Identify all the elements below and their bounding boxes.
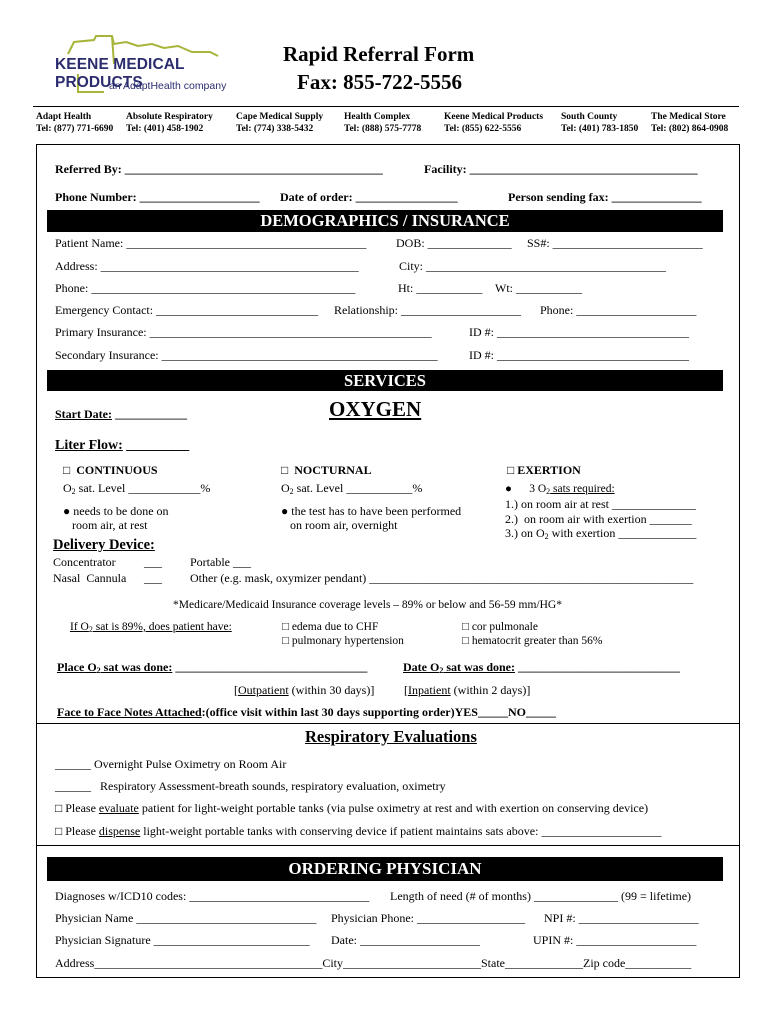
referred-by-field[interactable]: Referred By: ___________________________________________	[55, 162, 383, 176]
pulmonary-hypertension-checkbox[interactable]: □ pulmonary hypertension	[282, 635, 404, 647]
signature-date-field[interactable]: Date: ____________________	[331, 933, 480, 947]
npi-field[interactable]: NPI #: ____________________	[544, 911, 699, 925]
evaluate-tanks-checkbox[interactable]: □ Please evaluate patient for light-weight portable tanks (via pulse oximetry at rest and with exertion on conserving device)	[55, 801, 649, 815]
exertion-sats-required: ● 3 $O_2$ sats required:	[505, 483, 615, 496]
respiratory-evaluations-heading: Respiratory Evaluations	[305, 727, 477, 746]
secondary-insurance-field[interactable]: Secondary Insurance: ______________________________________________	[55, 348, 438, 362]
location-health-complex: Health Complex Tel: (888) 575-7778	[344, 112, 422, 134]
overnight-oximetry-option[interactable]: ______ Overnight Pulse Oximetry on Room Air	[55, 757, 287, 771]
nocturnal-checkbox[interactable]: □ NOCTURNAL	[281, 463, 372, 477]
form-top-border	[36, 144, 740, 145]
location-cape-medical: Cape Medical Supply Tel: (774) 338-5432	[236, 112, 324, 134]
nocturnal-sat-level-field[interactable]: $O_2$ sat. Level ___________%	[281, 481, 423, 496]
continuous-note-2: room air, at rest	[63, 518, 148, 532]
nasal-cannula-blank[interactable]: ___	[144, 571, 162, 585]
respiratory-assessment-option[interactable]: ______ Respiratory Assessment-breath sounds, respiratory evaluation, oximetry	[55, 779, 446, 793]
respiratory-top-border	[36, 723, 740, 724]
fax-number: Fax: 855-722-5556	[297, 70, 463, 94]
physician-address-field[interactable]: Address______________________________________City_______________________State_____________Zip code___________	[55, 956, 692, 970]
physician-phone-field[interactable]: Physician Phone: __________________	[331, 911, 525, 925]
edema-checkbox[interactable]: □ edema due to CHF	[282, 621, 379, 633]
relationship-field[interactable]: Relationship: ____________________	[334, 303, 521, 317]
continuous-checkbox[interactable]: □ CONTINUOUS	[63, 463, 158, 477]
portable-field[interactable]: Portable ___	[190, 555, 251, 569]
continuous-sat-level-field[interactable]: $O_2$ sat. Level ____________%	[63, 481, 211, 496]
nocturnal-note-2: on room air, overnight	[281, 518, 398, 532]
cor-pulmonale-checkbox[interactable]: □ cor pulmonale	[462, 621, 538, 633]
form-left-border	[36, 144, 37, 977]
inpatient-option[interactable]: [Inpatient (within 2 days)]	[404, 683, 531, 697]
location-south-county: South County Tel: (401) 783-1850	[561, 112, 639, 134]
primary-insurance-field[interactable]: Primary Insurance: _______________________________________________	[55, 325, 432, 339]
address-field[interactable]: Address: ___________________________________________	[55, 259, 359, 273]
dob-field[interactable]: DOB: ______________	[396, 236, 512, 250]
exertion-on-o2-field[interactable]: 3.) on $O_2$ with exertion _____________	[505, 526, 697, 541]
oxygen-heading: OXYGEN	[329, 397, 422, 421]
patient-phone-field[interactable]: Phone: ____________________________________________	[55, 281, 356, 295]
secondary-id-field[interactable]: ID #: ________________________________	[469, 348, 689, 362]
demographics-heading: DEMOGRAPHICS / INSURANCE	[47, 210, 723, 232]
patient-name-field[interactable]: Patient Name: ________________________________________	[55, 236, 367, 250]
liter-flow-field[interactable]: Liter Flow: _________	[55, 438, 190, 453]
primary-id-field[interactable]: ID #: ________________________________	[469, 325, 689, 339]
other-device-field[interactable]: Other (e.g. mask, oxymizer pendant) ______________________________________________________	[190, 571, 694, 585]
emergency-contact-field[interactable]: Emergency Contact: ___________________________	[55, 303, 319, 317]
company-logo	[52, 34, 267, 96]
city-field[interactable]: City: ________________________________________	[399, 259, 667, 273]
length-of-need-field[interactable]: Length of need (# of months) ______________ (99 = lifetime)	[390, 889, 692, 903]
hematocrit-checkbox[interactable]: □ hematocrit greater than 56%	[462, 635, 603, 647]
upin-field[interactable]: UPIN #: ____________________	[533, 933, 697, 947]
concentrator-blank[interactable]: ___	[144, 555, 162, 569]
diagnoses-field[interactable]: Diagnoses w/ICD10 codes: ______________________________	[55, 889, 370, 903]
exertion-checkbox[interactable]: □ EXERTION	[507, 463, 581, 477]
face-to-face-notes-field[interactable]: Face to Face Notes Attached:(office visit within last 30 days supporting order)YES_____NO_____	[57, 705, 556, 719]
logo-main-text: KEENE MEDICAL PRODUCTS	[55, 56, 185, 91]
phone-number-field[interactable]: Phone Number: ____________________	[55, 190, 260, 204]
form-right-border	[739, 144, 740, 977]
emergency-phone-field[interactable]: Phone: ____________________	[540, 303, 697, 317]
date-of-order-field[interactable]: Date of order: _________________	[280, 190, 458, 204]
medicare-coverage-note: *Medicare/Medicaid Insurance coverage levels – 89% or below and 56-59 mm/HG*	[173, 599, 562, 611]
dispense-tanks-checkbox[interactable]: □ Please dispense light-weight portable tanks with conserving device if patient maintains sats above: ____________________	[55, 824, 662, 838]
start-date-field[interactable]: Start Date: ____________	[55, 407, 187, 421]
physician-signature-field[interactable]: Physician Signature __________________________	[55, 933, 310, 947]
facility-field[interactable]: Facility: ______________________________________	[424, 162, 698, 176]
services-heading: SERVICES	[47, 370, 723, 391]
person-sending-fax-field[interactable]: Person sending fax: _______________	[508, 190, 702, 204]
physician-name-field[interactable]: Physician Name ______________________________	[55, 911, 317, 925]
outpatient-option[interactable]: [Outpatient (within 30 days)]	[234, 683, 375, 697]
header-divider	[33, 106, 739, 107]
form-bottom-border	[36, 977, 740, 978]
exertion-rest-field[interactable]: 1.) on room air at rest ______________	[505, 497, 696, 511]
if-sat-89-label: If $O_2$ sat is 89%, does patient have:	[70, 621, 232, 634]
delivery-device-heading: Delivery Device:	[53, 537, 155, 553]
exertion-room-air-field[interactable]: 2.) on room air with exertion _______	[505, 512, 692, 526]
nasal-cannula-label: Nasal Cannula	[53, 571, 127, 585]
concentrator-label: Concentrator	[53, 555, 116, 569]
nocturnal-note-1: ● the test has to have been performed	[281, 504, 462, 518]
location-keene-medical: Keene Medical Products Tel: (855) 622-5556	[444, 112, 544, 134]
ss-field[interactable]: SS#: _________________________	[527, 236, 703, 250]
location-absolute-respiratory: Absolute Respiratory Tel: (401) 458-1902	[126, 112, 213, 134]
location-medical-store: The Medical Store Tel: (802) 864-0908	[651, 112, 729, 134]
place-o2-sat-field[interactable]: Place $O_2$ sat was done: ________________________________	[57, 660, 368, 675]
ordering-physician-heading: ORDERING PHYSICIAN	[47, 857, 723, 881]
date-o2-sat-field[interactable]: Date $O_2$ sat was done: ___________________________	[403, 660, 680, 675]
location-adapt-health: Adapt Health Tel: (877) 771-6690	[36, 112, 114, 134]
height-field[interactable]: Ht: ___________	[398, 281, 483, 295]
weight-field[interactable]: Wt: ___________	[495, 281, 582, 295]
logo-sub-text: an AdaptHealth company	[109, 80, 227, 92]
form-title: Rapid Referral Form	[283, 42, 475, 66]
physician-top-border	[36, 845, 740, 846]
continuous-note-1: ● needs to be done on	[63, 504, 169, 518]
